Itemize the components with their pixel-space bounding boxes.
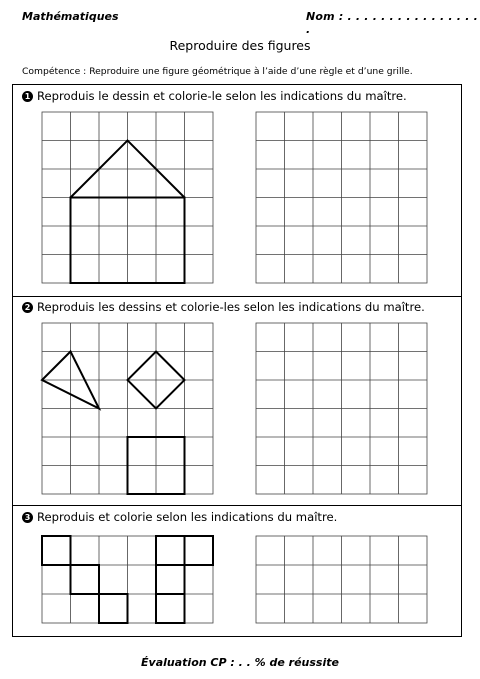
exercise-3-number: 3 [22,512,33,523]
page-title: Reproduire des figures [169,38,311,53]
evaluation-footer: Évaluation CP : . . % de réussite [141,656,339,669]
exercise-3-text: Reproduis et colorie selon les indications du maître. [37,510,338,524]
name-field[interactable]: Nom : . . . . . . . . . . . . . . . . . [306,10,478,36]
exercise-2-number: 2 [22,302,33,313]
colored-square [185,536,214,565]
exercise-2-drawing-grid[interactable] [256,323,427,494]
colored-square [156,536,185,565]
colored-square [42,536,71,565]
exercise-3-drawing-grid[interactable] [256,536,427,623]
colored-square [156,594,185,623]
colored-square [99,594,128,623]
exercise-2-text: Reproduis les dessins et colorie-les selon les indications du maître. [37,300,425,314]
colored-square [71,565,100,594]
exercise-1-text: Reproduis le dessin et colorie-le selon les indications du maître. [37,89,407,103]
competence-text: Compétence : Reproduire une figure géométrique à l’aide d’une règle et d’une grille. [22,66,413,77]
exercise-1-number: 1 [22,91,33,102]
exercise-1-drawing-grid[interactable] [256,112,427,283]
colored-square [156,565,185,594]
exercise-2-figures [42,352,185,495]
subject-label: Mathématiques [22,10,119,23]
